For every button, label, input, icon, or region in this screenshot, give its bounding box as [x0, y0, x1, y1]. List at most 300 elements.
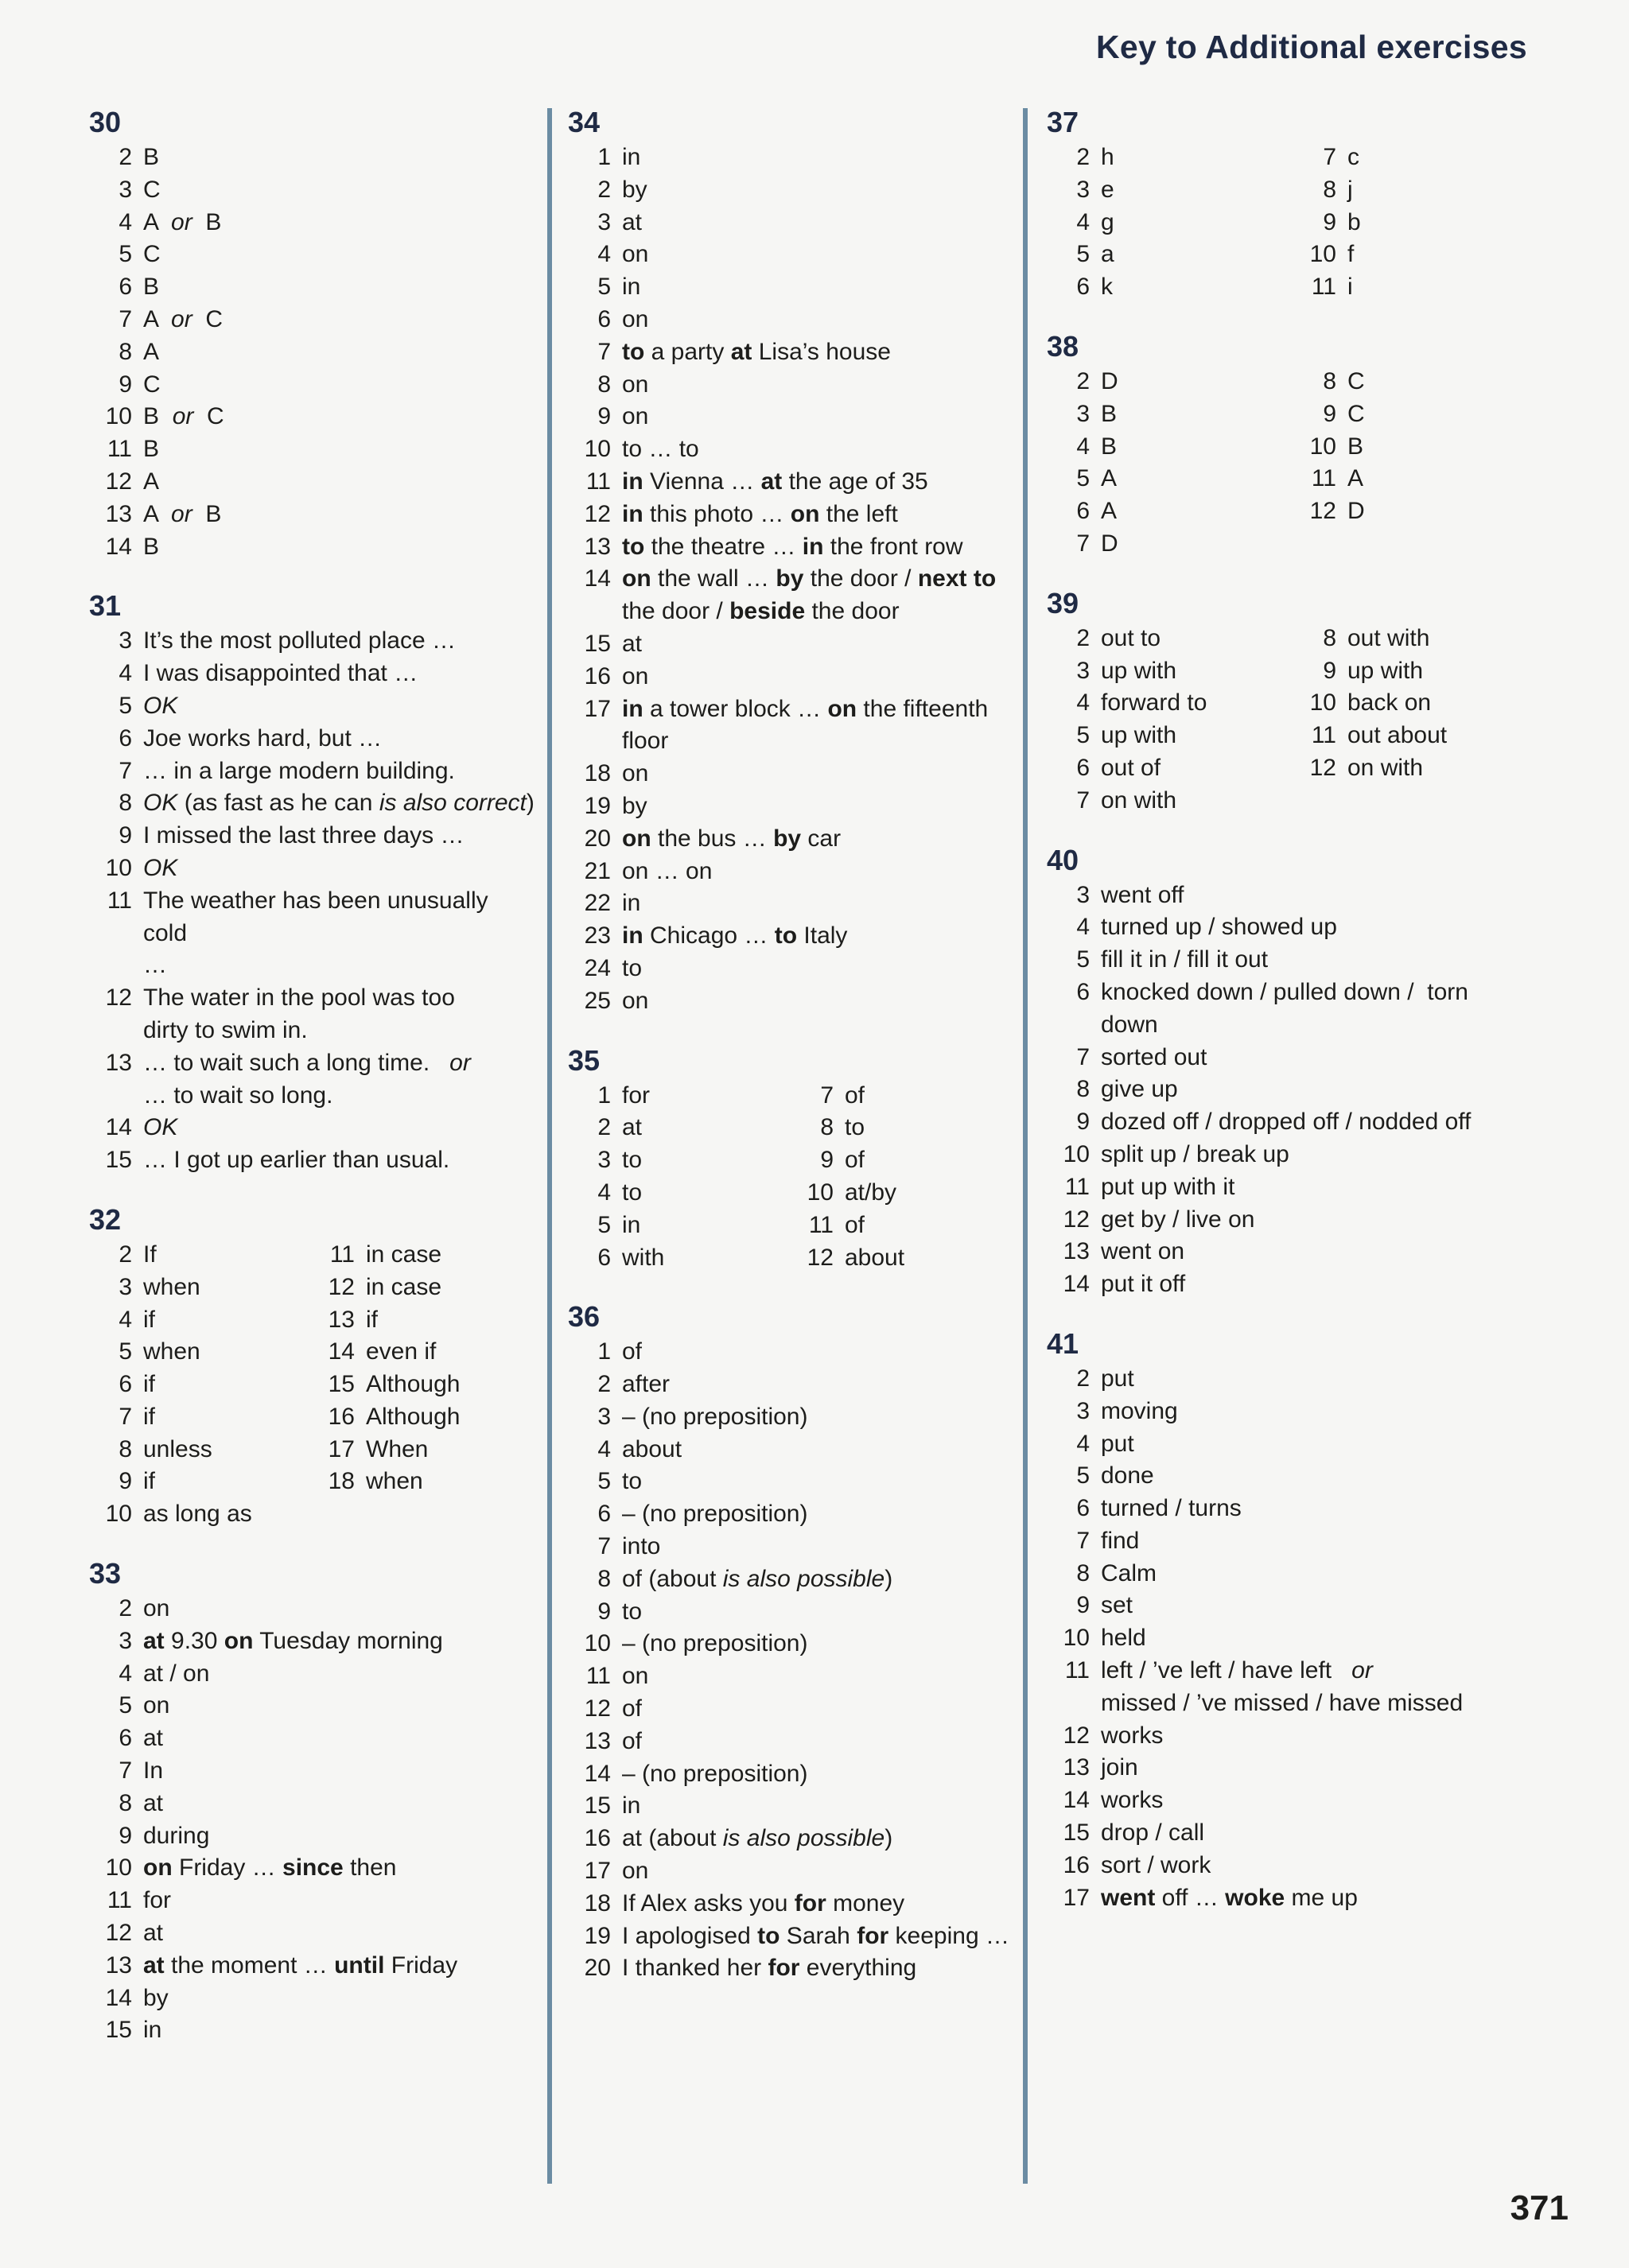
item-answer: [622, 1693, 642, 1726]
answer-text: g: [1101, 208, 1114, 235]
item-number: 15: [105, 2017, 132, 2044]
item-number: 5: [1076, 722, 1090, 749]
item-answer: [143, 271, 159, 304]
answer-text: e: [1101, 176, 1114, 203]
answer-text: find: [1101, 1527, 1140, 1554]
item-number: 12: [1309, 498, 1336, 525]
answer-item: [1293, 623, 1540, 655]
answer-item: [1047, 398, 1293, 431]
item-answer: [1347, 142, 1359, 174]
item-answer: [143, 499, 221, 531]
item-answer: [622, 1498, 807, 1531]
item-answer: [143, 433, 159, 466]
item-answer: [1101, 1106, 1471, 1139]
item-number: 7: [119, 305, 132, 332]
answer-text: in: [622, 468, 643, 495]
answer-item: [791, 1080, 1013, 1113]
answer-text: or: [171, 208, 192, 235]
item-number: 10: [1309, 433, 1336, 460]
answer-item: [312, 1272, 535, 1304]
item-number: 9: [1323, 208, 1336, 235]
answer-text: C: [193, 403, 224, 430]
item-number: 8: [597, 371, 611, 398]
answer-text: on: [622, 662, 649, 689]
answer-column-1: [89, 105, 535, 2072]
answer-text: in: [622, 890, 641, 917]
answer-text: or: [171, 500, 192, 527]
answer-text: put: [1101, 1430, 1134, 1457]
item-number: 14: [584, 1760, 611, 1787]
answer-text: set: [1101, 1592, 1133, 1619]
answer-text: in: [622, 922, 643, 950]
answer-text: dirty to swim in.: [143, 1016, 308, 1043]
answer-item: [312, 1336, 535, 1369]
answer-text: at: [143, 1920, 164, 1947]
item-answer: [622, 758, 648, 790]
answer-text: f: [1347, 241, 1355, 268]
answer-item: [568, 856, 1013, 888]
item-number: 7: [1076, 1527, 1090, 1554]
answer-text: of: [845, 1211, 865, 1238]
answer-text: the moment …: [164, 1951, 335, 1979]
answer-text: in: [622, 274, 641, 301]
item-answer: [845, 1210, 865, 1242]
item-number: 13: [105, 500, 132, 527]
answer-text: on: [622, 305, 649, 332]
item-answer: [1347, 655, 1423, 688]
item-answer: [1101, 1850, 1211, 1882]
answer-item: [1047, 1558, 1540, 1590]
item-number: 8: [1323, 624, 1336, 651]
item-answer: [845, 1080, 865, 1113]
item-answer: [143, 207, 221, 239]
answer-text: to: [622, 1179, 643, 1206]
answer-text: on: [790, 500, 820, 527]
answer-text: unless: [143, 1435, 212, 1462]
answer-item: [89, 820, 535, 852]
answer-text: k: [1101, 274, 1113, 301]
item-answer: [622, 953, 642, 985]
item-number: 10: [1063, 1140, 1090, 1167]
answer-text: B: [1101, 433, 1118, 460]
answer-text: to … to: [622, 436, 699, 463]
answer-item: [568, 1823, 1013, 1855]
answer-text: turned / turns: [1101, 1495, 1242, 1522]
item-number: 7: [1076, 530, 1090, 557]
answer-text: Chicago …: [643, 922, 775, 950]
answer-text: off …: [1155, 1884, 1226, 1911]
answer-text: It’s the most polluted place …: [143, 627, 456, 654]
answer-text: – (no preposition): [622, 1630, 808, 1657]
answer-text: turned up / showed up: [1101, 914, 1337, 941]
answer-text: B: [192, 500, 222, 527]
answer-item: [1293, 271, 1540, 304]
item-number: 18: [584, 1889, 611, 1917]
exercise-number: 32: [89, 1202, 122, 1236]
item-answer: [622, 207, 642, 239]
item-number: 16: [328, 1403, 355, 1430]
item-number: 3: [119, 1273, 132, 1300]
answer-item: [1047, 1009, 1540, 1042]
item-answer: [143, 1015, 308, 1047]
item-answer: [366, 1434, 428, 1466]
answer-item: [568, 1336, 1013, 1369]
item-number: 6: [597, 305, 611, 332]
answer-item: [89, 1015, 535, 1047]
item-number: 3: [1076, 176, 1090, 203]
item-answer: [143, 820, 465, 852]
answer-item: [89, 1369, 312, 1401]
answer-text: ): [526, 790, 535, 817]
answer-text: of: [622, 1338, 643, 1365]
answer-item: [1047, 1171, 1540, 1204]
item-answer: [1101, 495, 1117, 528]
item-answer: [1101, 687, 1207, 720]
answer-item: [1047, 623, 1293, 655]
exercise-block: [1047, 843, 1540, 1301]
item-answer: [143, 1080, 332, 1113]
item-answer: [622, 823, 841, 856]
item-number: 4: [1076, 208, 1090, 235]
answer-item: [89, 1593, 535, 1625]
item-number: 9: [119, 1822, 132, 1849]
item-answer: [622, 336, 891, 369]
answer-text: if: [143, 1306, 155, 1333]
answer-text: at: [622, 630, 643, 657]
exercise-block: [89, 105, 535, 563]
answer-item: [89, 239, 535, 271]
item-answer: [1101, 1171, 1234, 1204]
answer-item: [568, 499, 1013, 531]
answer-item: [89, 369, 535, 402]
item-number: 5: [1076, 946, 1090, 973]
two-column-answers: [568, 1080, 1013, 1275]
item-answer: [143, 1885, 171, 1917]
answer-text: D: [1101, 530, 1118, 557]
exercise-number: 37: [1047, 106, 1079, 138]
item-answer: [622, 239, 648, 271]
answer-item: [1047, 977, 1540, 1009]
item-answer: [1101, 785, 1176, 817]
item-answer: [622, 1952, 916, 1985]
item-number: 12: [584, 1695, 611, 1722]
item-number: 6: [1076, 978, 1090, 1005]
exercise-block: [89, 1202, 535, 1531]
answer-item: [89, 1885, 535, 1917]
item-number: 4: [1076, 914, 1090, 941]
item-number: 4: [1076, 433, 1090, 460]
item-answer: [143, 239, 161, 271]
answer-text: in case: [366, 1273, 442, 1300]
item-answer: [143, 1820, 209, 1853]
answer-text: by: [622, 792, 647, 819]
answer-item: [568, 693, 1013, 726]
item-number: 5: [1076, 241, 1090, 268]
item-answer: [1101, 271, 1113, 304]
answer-text: A: [1347, 465, 1364, 492]
answer-text: at: [622, 1114, 643, 1141]
answer-text: or: [172, 403, 194, 430]
item-number: 10: [584, 1630, 611, 1657]
answer-item: [1047, 528, 1293, 561]
item-answer: [143, 1788, 163, 1820]
answer-item: [89, 1466, 312, 1498]
answer-item: [568, 823, 1013, 856]
item-number: 1: [597, 1082, 611, 1109]
item-number: 10: [105, 854, 132, 881]
item-number: 8: [1323, 176, 1336, 203]
item-number: 12: [105, 984, 132, 1012]
answer-item: [1047, 174, 1293, 207]
item-answer: [143, 1239, 157, 1272]
answer-item: [1293, 207, 1540, 239]
item-answer: [622, 174, 647, 207]
answer-text: by: [776, 565, 804, 592]
item-answer: [1101, 752, 1161, 785]
item-number: 3: [597, 1403, 611, 1430]
item-answer: [622, 1596, 642, 1629]
item-answer: [1101, 1074, 1178, 1106]
answer-item: [1047, 431, 1293, 464]
answer-text: on with: [1347, 754, 1424, 781]
item-answer: [622, 596, 900, 628]
answer-item: [1047, 687, 1293, 720]
answer-item: [89, 1625, 535, 1658]
item-number: 9: [597, 403, 611, 430]
answer-text: in: [622, 1211, 641, 1238]
item-number: 2: [1076, 1365, 1090, 1392]
item-answer: [1347, 495, 1365, 528]
answer-item: [1047, 1428, 1540, 1461]
item-answer: [1101, 1236, 1184, 1268]
item-number: 10: [105, 403, 132, 430]
answer-text: on: [622, 825, 651, 852]
item-answer: [1101, 1655, 1373, 1687]
item-answer: [622, 1563, 892, 1596]
answer-text: I missed the last three days …: [143, 822, 465, 849]
item-number: 2: [597, 1114, 611, 1141]
item-number: 8: [119, 790, 132, 817]
answer-text: I thanked her: [622, 1955, 768, 1982]
answer-item: [89, 982, 535, 1015]
item-number: 8: [1323, 367, 1336, 394]
item-answer: [1347, 207, 1361, 239]
item-answer: [622, 693, 988, 726]
answer-text: A: [143, 500, 172, 527]
answer-text: at: [143, 1951, 165, 1979]
item-answer: [366, 1369, 460, 1401]
answer-item: [89, 1047, 535, 1080]
item-number: 15: [584, 630, 611, 657]
answer-item: [89, 142, 535, 174]
item-number: 8: [820, 1114, 834, 1141]
answer-item: [89, 787, 535, 820]
item-number: 13: [328, 1306, 355, 1333]
answer-item: [568, 1758, 1013, 1791]
answer-text: A: [143, 305, 172, 332]
item-answer: [143, 852, 177, 885]
item-answer: [143, 531, 159, 564]
answer-item: [89, 174, 535, 207]
answer-text: to: [622, 533, 645, 560]
answer-text: b: [1347, 208, 1361, 235]
item-answer: [143, 950, 167, 982]
answer-text: moving: [1101, 1397, 1178, 1424]
item-answer: [622, 1920, 1009, 1953]
item-answer: [1101, 1428, 1134, 1461]
exercise-block: [1047, 105, 1540, 304]
item-number: 9: [1076, 1109, 1090, 1136]
answer-text: … to wait so long.: [143, 1082, 333, 1109]
answer-text: OK: [143, 790, 178, 817]
answer-text: sort / work: [1101, 1851, 1211, 1878]
answer-text: to: [622, 1147, 643, 1174]
answer-item: [1293, 142, 1540, 174]
answer-item: [568, 369, 1013, 402]
answer-text: B: [143, 403, 173, 430]
item-number: 11: [1064, 1657, 1090, 1684]
item-number: 11: [1311, 465, 1336, 492]
item-answer: [1101, 463, 1117, 495]
two-column-answers: [1047, 623, 1540, 817]
answer-item: [1047, 207, 1293, 239]
item-number: 6: [1076, 754, 1090, 781]
item-answer: [143, 1917, 163, 1950]
answer-text: A: [143, 338, 160, 365]
item-number: 4: [119, 1660, 132, 1687]
exercise-block: [1047, 329, 1540, 561]
item-number: 12: [1063, 1722, 1090, 1749]
answer-item: [568, 1210, 791, 1242]
answer-item: [568, 239, 1013, 271]
answer-item: [1047, 1882, 1540, 1915]
answer-text: even if: [366, 1338, 437, 1365]
answer-text: went on: [1101, 1238, 1185, 1265]
item-answer: [143, 690, 177, 723]
answer-item: [1047, 944, 1540, 977]
item-answer: [1347, 463, 1363, 495]
answer-item: [89, 625, 535, 658]
answer-item: [568, 758, 1013, 790]
answer-item: [568, 1628, 1013, 1660]
answer-text: is also correct: [379, 790, 527, 817]
answer-item: [1293, 174, 1540, 207]
item-number: 25: [584, 987, 611, 1014]
answer-item: [89, 690, 535, 723]
answer-text: fill it in / fill it out: [1101, 946, 1269, 973]
answer-text: on: [143, 1854, 173, 1882]
exercise-number: 38: [1047, 329, 1079, 363]
answer-item: [1047, 271, 1293, 304]
item-number: 2: [119, 144, 132, 170]
item-answer: [1347, 398, 1365, 431]
exercise-number: 39: [1047, 586, 1079, 619]
answer-item: [89, 1852, 535, 1885]
item-answer: [845, 1144, 865, 1177]
answer-text: at / on: [143, 1660, 210, 1687]
answer-text: on: [143, 1595, 170, 1622]
answer-text: at: [760, 468, 783, 495]
item-number: 13: [105, 1049, 132, 1076]
item-answer: [143, 336, 159, 369]
answer-item: [1047, 1817, 1540, 1850]
answer-item: [568, 1112, 791, 1144]
item-answer: [1101, 623, 1161, 655]
answer-text: If: [143, 1241, 157, 1268]
answer-item: [1293, 398, 1540, 431]
answer-text: OK: [143, 1114, 178, 1141]
answer-text: Vienna …: [643, 468, 761, 495]
item-number: 9: [119, 371, 132, 398]
answer-item: [1047, 752, 1293, 785]
item-number: 15: [105, 1147, 132, 1174]
item-answer: [366, 1304, 378, 1337]
item-number: 12: [1309, 754, 1336, 781]
answer-text: Tuesday morning: [253, 1627, 443, 1654]
item-answer: [622, 1177, 642, 1210]
answers-left: [568, 1080, 791, 1275]
item-number: 12: [105, 1920, 132, 1947]
answer-item: [89, 1917, 535, 1950]
answer-item: [89, 401, 535, 433]
answer-text: … in a large modern building.: [143, 757, 455, 784]
answer-item: [1047, 785, 1293, 817]
item-answer: [1101, 174, 1114, 207]
answer-item: [568, 401, 1013, 433]
answer-item: [568, 207, 1013, 239]
exercise-number: 30: [89, 106, 122, 138]
answer-text: B: [1101, 400, 1118, 427]
item-number: 7: [119, 1757, 132, 1784]
item-number: 10: [105, 1501, 132, 1528]
answer-text: C: [1347, 367, 1365, 394]
answer-text: the fifteenth: [857, 695, 989, 722]
answer-item: [312, 1434, 535, 1466]
answer-item: [791, 1144, 1013, 1177]
item-answer: [143, 982, 455, 1015]
item-answer: [143, 1498, 252, 1531]
answer-item: [89, 1788, 535, 1820]
item-answer: [1101, 1784, 1163, 1817]
item-number: 11: [585, 1663, 611, 1690]
answer-text: is also possible: [722, 1565, 885, 1592]
answer-item: [89, 1690, 535, 1722]
answer-item: [89, 658, 535, 690]
item-answer: [143, 1625, 443, 1658]
item-answer: [1101, 977, 1468, 1009]
item-number: 9: [1076, 1592, 1090, 1619]
answer-text: works: [1101, 1722, 1164, 1749]
item-answer: [1101, 1525, 1139, 1558]
answer-item: [568, 1693, 1013, 1726]
item-number: 9: [1323, 657, 1336, 684]
answer-item: [89, 466, 535, 499]
column-divider: [547, 108, 552, 2184]
item-answer: [622, 1112, 642, 1144]
item-number: 1: [597, 144, 611, 170]
item-answer: [622, 1242, 664, 1275]
item-number: 5: [597, 1211, 611, 1238]
answer-item: [1047, 1590, 1540, 1622]
answer-text: A: [1101, 498, 1118, 525]
answer-text: out with: [1347, 624, 1430, 651]
answer-item: [89, 1820, 535, 1853]
item-answer: [1101, 1268, 1185, 1301]
answer-text: give up: [1101, 1076, 1178, 1103]
item-number: 2: [119, 1241, 132, 1268]
answer-text: on: [622, 987, 649, 1014]
answer-text: …: [143, 952, 167, 979]
